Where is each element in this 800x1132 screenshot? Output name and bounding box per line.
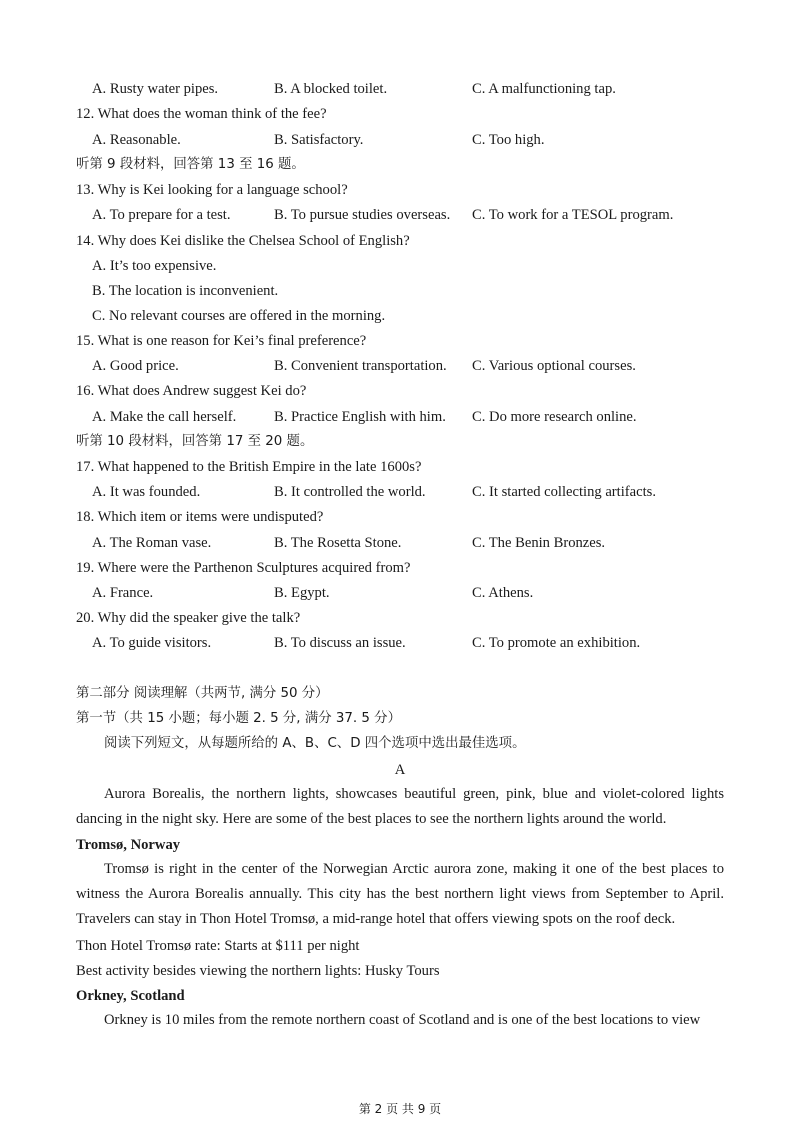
q19-option-b: B. Egypt. bbox=[274, 585, 330, 601]
q16-stem: 16. What does Andrew suggest Kei do? bbox=[76, 383, 307, 399]
passage-best-activity: Best activity besides viewing the northern lights: Husky Tours bbox=[76, 963, 440, 979]
q17-stem: 17. What happened to the British Empire in the late 1600s? bbox=[76, 459, 422, 475]
q15-stem: 15. What is one reason for Kei’s final preference? bbox=[76, 333, 367, 349]
q14-stem: 14. Why does Kei dislike the Chelsea School of English? bbox=[76, 233, 410, 249]
q12-stem: 12. What does the woman think of the fee? bbox=[76, 106, 327, 122]
q11-option-a: A. Rusty water pipes. bbox=[92, 81, 219, 97]
q15-option-b: B. Convenient transportation. bbox=[274, 358, 447, 374]
q14-option-a: A. It’s too expensive. bbox=[92, 258, 217, 274]
part2-section1: 第一节（共 15 小题；每小题 2. 5 分, 满分 37. 5 分） bbox=[76, 711, 401, 726]
q11-option-c: C. A malfunctioning tap. bbox=[472, 81, 616, 97]
q18-stem: 18. Which item or items were undisputed? bbox=[76, 509, 324, 525]
q16-option-a: A. Make the call herself. bbox=[92, 409, 237, 425]
q20-option-c: C. To promote an exhibition. bbox=[472, 635, 641, 651]
q20-stem: 20. Why did the speaker give the talk? bbox=[76, 610, 301, 626]
passage-label: A bbox=[394, 762, 406, 778]
q14-option-c: C. No relevant courses are offered in the morning. bbox=[92, 308, 386, 324]
q12-option-c: C. Too high. bbox=[472, 132, 545, 148]
passage-heading-tromso: Tromsø, Norway bbox=[76, 837, 181, 853]
passage-hotel-rate: Thon Hotel Tromsø rate: Starts at $111 per night bbox=[76, 938, 360, 954]
q16-option-b: B. Practice English with him. bbox=[274, 409, 446, 425]
passage-orkney-paragraph: Orkney is 10 miles from the remote northern coast of Scotland and is one of the best locations to view bbox=[104, 1012, 701, 1028]
q15-option-c: C. Various optional courses. bbox=[472, 358, 636, 374]
q17-option-c: C. It started collecting artifacts. bbox=[472, 484, 656, 500]
q12-option-b: B. Satisfactory. bbox=[274, 132, 364, 148]
part2-instruction: 阅读下列短文，从每题所给的 A、B、C、D 四个选项中选出最佳选项。 bbox=[104, 736, 526, 751]
passage-intro: Aurora Borealis, the northern lights, showcases beautiful green, pink, blue and violet-colored lights dancing in the night sky. Here are some of the best places to see the northern lights around the world. bbox=[76, 786, 724, 828]
section9-instruction: 听第 9 段材料，回答第 13 至 16 题。 bbox=[76, 157, 305, 172]
q13-option-c: C. To work for a TESOL program. bbox=[472, 207, 674, 223]
q12-option-a: A. Reasonable. bbox=[92, 132, 181, 148]
q18-option-c: C. The Benin Bronzes. bbox=[472, 535, 606, 551]
passage-heading-orkney: Orkney, Scotland bbox=[76, 988, 185, 1004]
q13-stem: 13. Why is Kei looking for a language school? bbox=[76, 182, 348, 198]
part2-heading: 第二部分 阅读理解（共两节, 满分 50 分） bbox=[76, 686, 329, 701]
q18-option-b: B. The Rosetta Stone. bbox=[274, 535, 402, 551]
q13-option-a: A. To prepare for a test. bbox=[92, 207, 231, 223]
q19-option-c: C. Athens. bbox=[472, 585, 534, 601]
q20-option-a: A. To guide visitors. bbox=[92, 635, 212, 651]
q18-option-a: A. The Roman vase. bbox=[92, 535, 212, 551]
q17-option-b: B. It controlled the world. bbox=[274, 484, 426, 500]
q20-option-b: B. To discuss an issue. bbox=[274, 635, 406, 651]
q16-option-c: C. Do more research online. bbox=[472, 409, 637, 425]
q15-option-a: A. Good price. bbox=[92, 358, 179, 374]
q19-option-a: A. France. bbox=[92, 585, 154, 601]
q11-option-b: B. A blocked toilet. bbox=[274, 81, 388, 97]
q14-option-b: B. The location is inconvenient. bbox=[92, 283, 279, 299]
passage-tromso-paragraph: Tromsø is right in the center of the Norwegian Arctic aurora zone, making it one of the best places to witness the Aurora Borealis annually. This city has the best northern light views from September to April. Travelers can stay in Thon Hotel Tromsø, a mid-range hotel that offers viewing spots on the roof deck. bbox=[76, 861, 724, 928]
page-footer: 第 2 页 共 9 页 bbox=[358, 1102, 442, 1116]
q17-option-a: A. It was founded. bbox=[92, 484, 201, 500]
q13-option-b: B. To pursue studies overseas. bbox=[274, 207, 451, 223]
section10-instruction: 听第 10 段材料，回答第 17 至 20 题。 bbox=[76, 434, 314, 449]
q19-stem: 19. Where were the Parthenon Sculptures acquired from? bbox=[76, 560, 411, 576]
